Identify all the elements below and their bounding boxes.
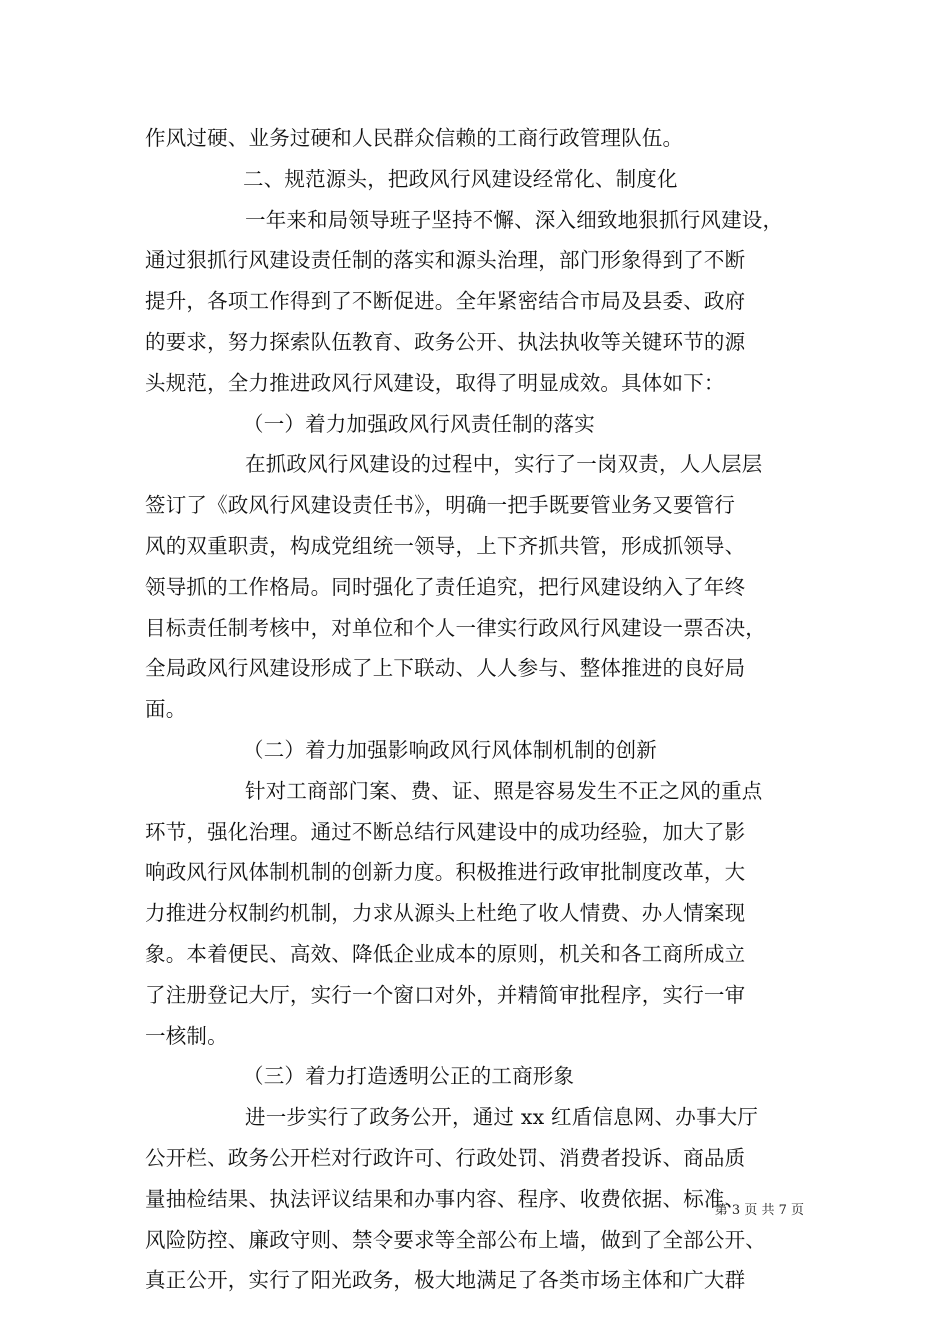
body-line: 全局政风行风建设形成了上下联动、人人参与、整体推进的良好局 bbox=[145, 656, 746, 681]
body-line: 目标责任制考核中，对单位和个人一律实行政风行风建设一票否决， bbox=[145, 615, 766, 640]
document-body bbox=[145, 118, 815, 1301]
body-line: 象。本着便民、高效、降低企业成本的原则，机关和各工商所成立 bbox=[145, 941, 746, 966]
body-line: 一年来和局领导班子坚持不懈、深入细致地狠抓行风建设， bbox=[245, 207, 784, 232]
body-line: 响政风行风体制机制的创新力度。积极推进行政审批制度改革，大 bbox=[145, 860, 746, 885]
body-line: 公开栏、政务公开栏对行政许可、行政处罚、消费者投诉、商品质 bbox=[145, 1145, 746, 1170]
body-line: 量抽检结果、执法评议结果和办事内容、程序、收费依据、标准、 bbox=[145, 1186, 746, 1211]
body-line: 面。 bbox=[145, 697, 187, 722]
body-line: 头规范，全力推进政风行风建设，取得了明显成效。具体如下： bbox=[145, 370, 725, 395]
body-line: 提升，各项工作得到了不断促进。全年紧密结合市局及县委、政府 bbox=[145, 289, 746, 314]
body-line: 在抓政风行风建设的过程中，实行了一岗双责，人人层层 bbox=[245, 452, 763, 477]
body-line: 真正公开，实行了阳光政务，极大地满足了各类市场主体和广大群 bbox=[145, 1268, 746, 1293]
body-line: 风的双重职责，构成党组统一领导，上下齐抓共管，形成抓领导、 bbox=[145, 533, 746, 558]
body-line: 进一步实行了政务公开，通过 xx 红盾信息网、办事大厅 bbox=[245, 1105, 759, 1130]
subsection-heading: （一）着力加强政风行风责任制的落实 bbox=[243, 411, 595, 436]
page-number: 第 3 页 共 7 页 bbox=[714, 1203, 804, 1218]
body-line: 通过狠抓行风建设责任制的落实和源头治理，部门形象得到了不断 bbox=[145, 248, 746, 273]
body-line: 作风过硬、业务过硬和人民群众信赖的工商行政管理队伍。 bbox=[145, 126, 684, 150]
body-line: 针对工商部门案、费、证、照是容易发生不正之风的重点 bbox=[245, 778, 763, 803]
body-line: 了注册登记大厅，实行一个窗口对外，并精简审批程序，实行一审 bbox=[145, 982, 746, 1007]
body-line: 签订了《政风行风建设责任书》，明确一把手既要管业务又要管行 bbox=[145, 493, 736, 518]
subsection-heading: （三）着力打造透明公正的工商形象 bbox=[243, 1064, 575, 1089]
body-line: 力推进分权制约机制，力求从源头上杜绝了收人情费、办人情案现 bbox=[145, 901, 746, 926]
body-line: 风险防控、廉政守则、禁令要求等全部公布上墙，做到了全部公开、 bbox=[145, 1227, 766, 1252]
section-heading: 二、规范源头，把政风行风建设经常化、制度化 bbox=[243, 166, 678, 191]
body-line: 环节，强化治理。通过不断总结行风建设中的成功经验，加大了影 bbox=[145, 819, 746, 844]
body-line: 的要求，努力探索队伍教育、政务公开、执法执收等关键环节的源 bbox=[145, 329, 746, 354]
subsection-heading: （二）着力加强影响政风行风体制机制的创新 bbox=[243, 737, 657, 762]
body-line: 一核制。 bbox=[145, 1023, 228, 1048]
body-line: 领导抓的工作格局。同时强化了责任追究，把行风建设纳入了年终 bbox=[145, 574, 746, 599]
